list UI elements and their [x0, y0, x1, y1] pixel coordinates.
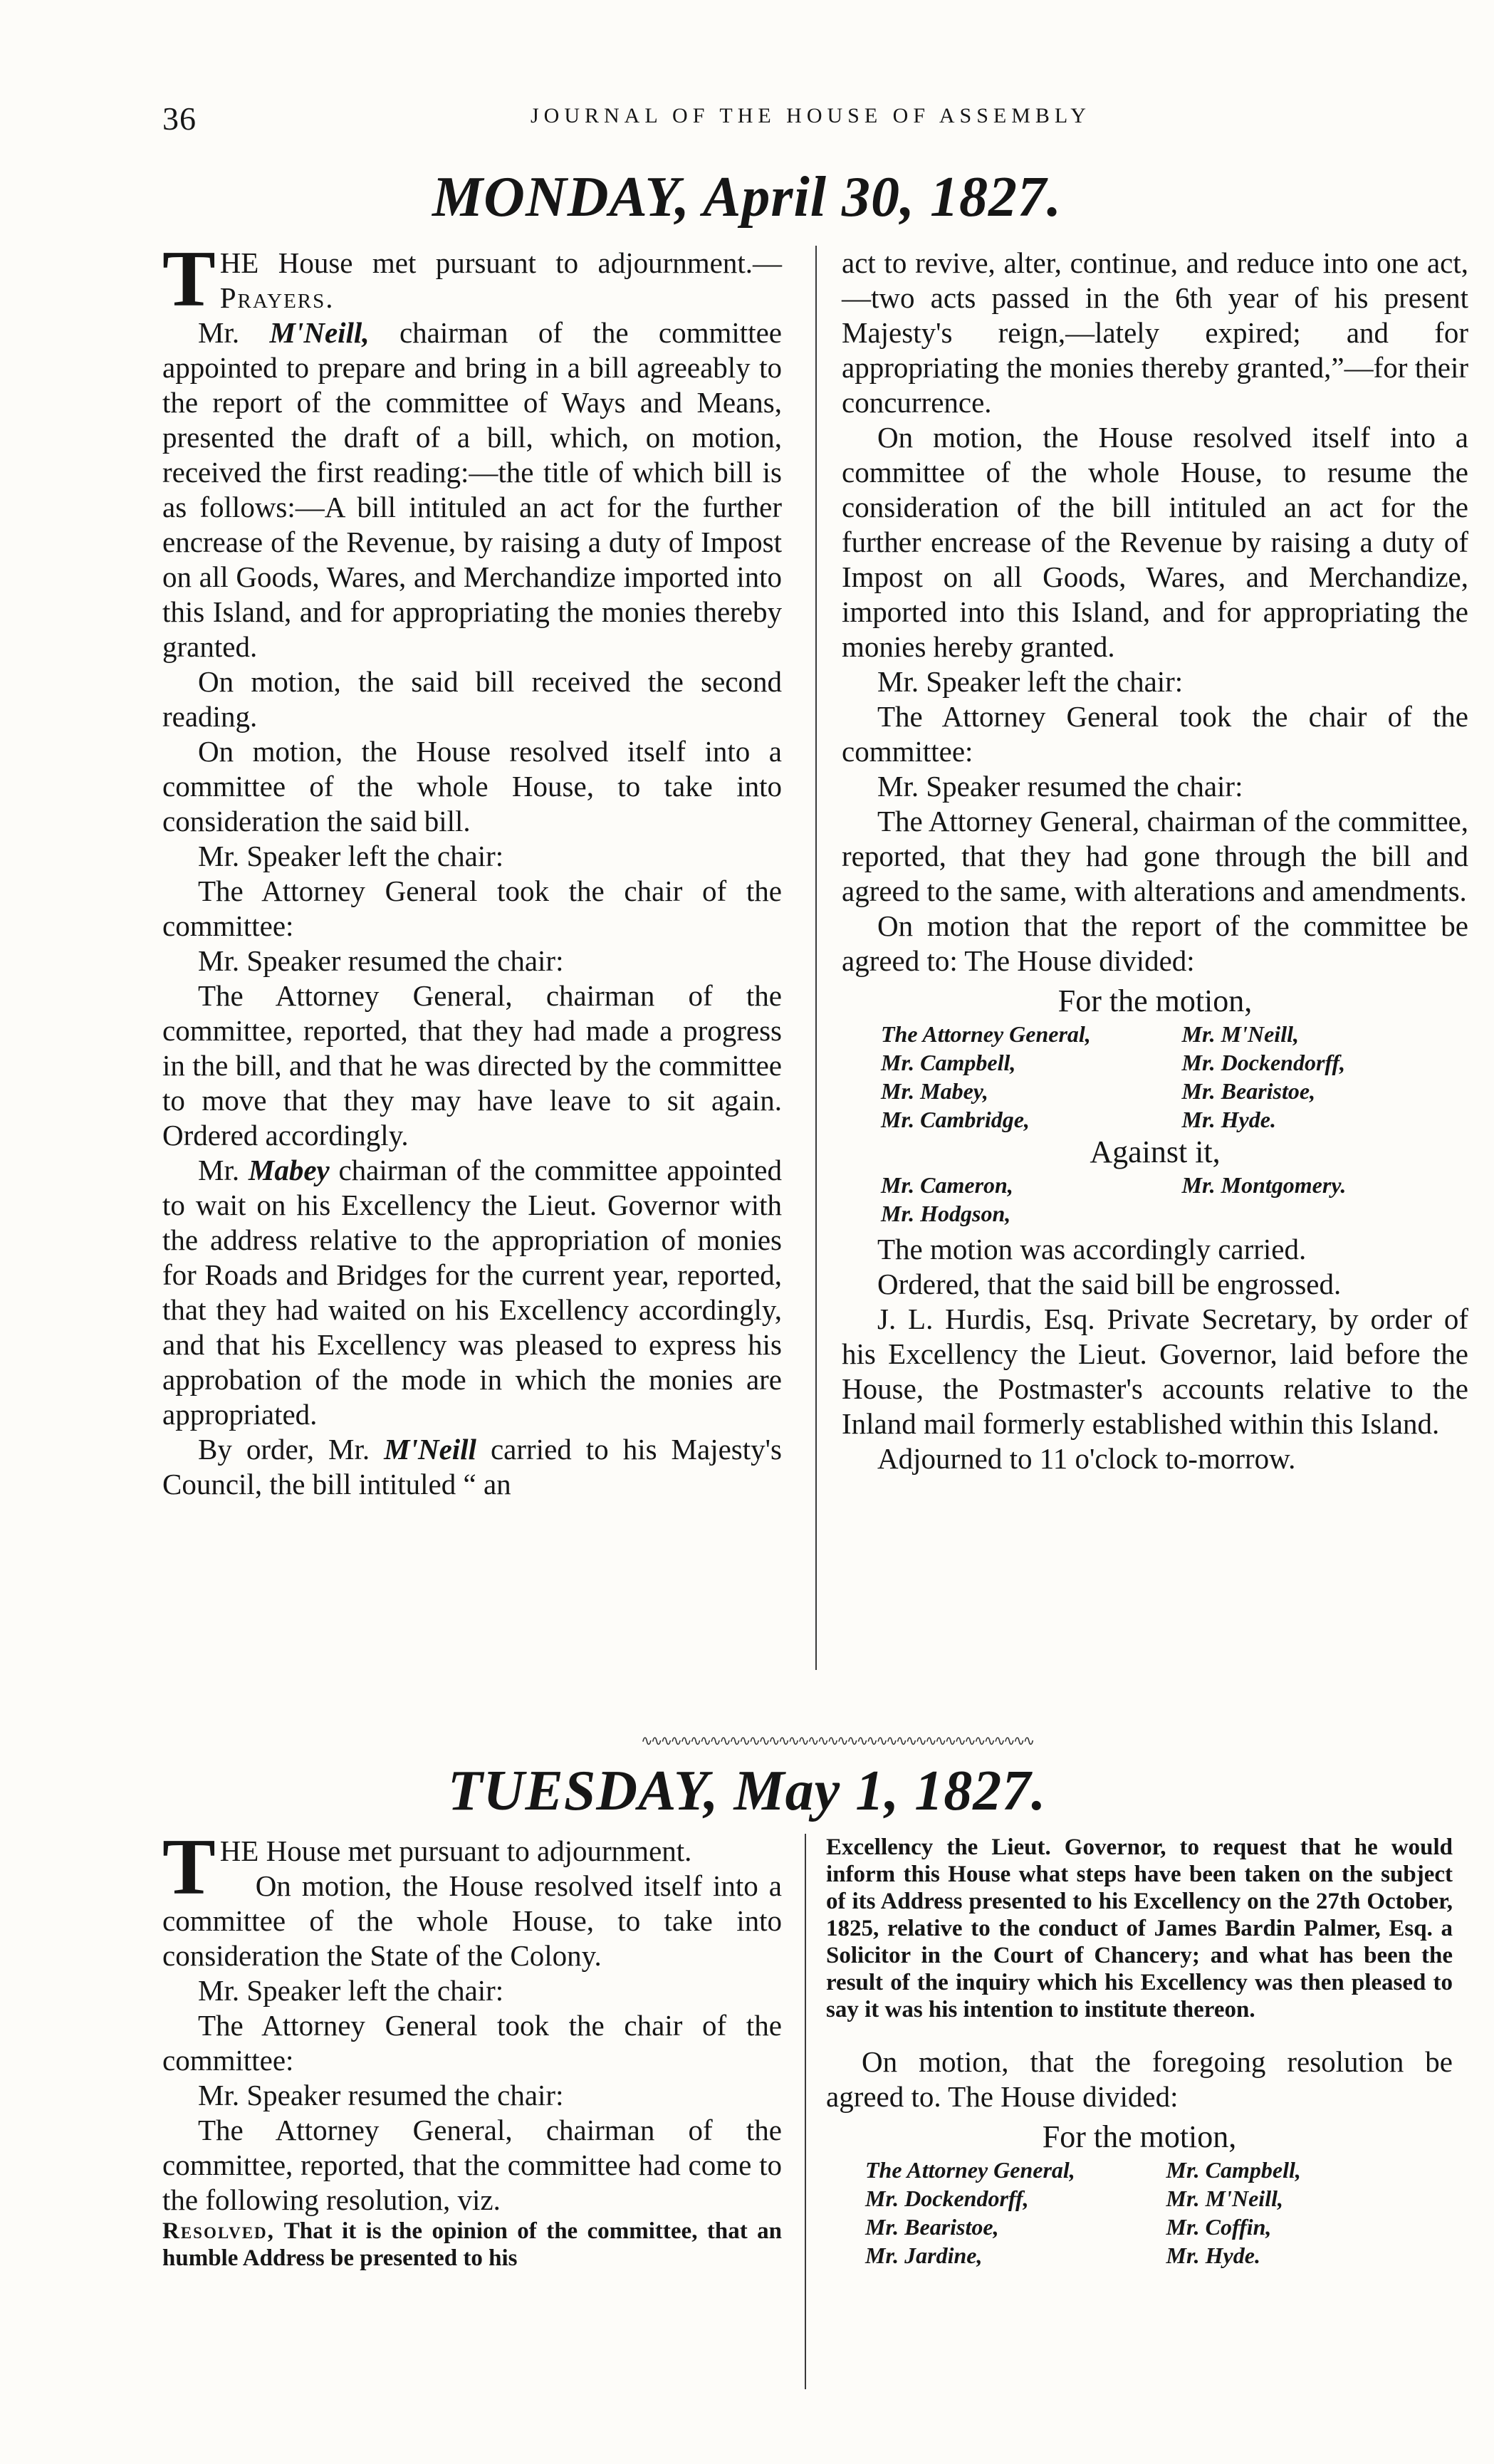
paragraph: Mr. Speaker left the chair: — [198, 840, 504, 872]
paragraph: The Attorney General, chairman of the committee, reported, that they had made a progress in the bill, and that he was directed by the committee to move that they may have leave to sit again. Ordered accordingly. — [162, 979, 782, 1152]
member-name: Mr. Dockendorff, — [1181, 1050, 1346, 1075]
text: Mr. — [198, 316, 270, 349]
date-heading-monday: MONDAY, April 30, 1827. — [432, 166, 1062, 229]
paragraph — [162, 315, 782, 664]
text: chairman of the committee appointed to wait on his Excellency the Lieut. Governor with the address relative to the appropriation of monies for Roads and Bridges for the current year, reported, that they had waited on his Excellency accordingly, and that his Excellency was pleased to express his approbation of the mode in which the monies are appropriated. — [162, 1154, 782, 1431]
paragraph: Mr. Speaker resumed the chair: — [198, 2079, 564, 2111]
text: Mr. — [198, 1154, 249, 1186]
member-name: Mr. Cameron, — [881, 1172, 1013, 1198]
paragraph: The motion was accordingly carried. — [877, 1233, 1307, 1265]
resolution — [162, 2218, 782, 2272]
member-name: Mr. Dockendorff, — [865, 2186, 1029, 2211]
vote-against-heading: Against it, — [1090, 1134, 1221, 1169]
vote-against-names — [842, 1171, 1468, 1228]
paragraph: The Attorney General took the chair of the committee: — [162, 2009, 782, 2077]
paragraph: On motion, the House resolved itself into a committee of the whole House, to take into consideration the said bill. — [162, 735, 782, 837]
prayers-label: Prayers. — [219, 281, 335, 314]
column-2 — [842, 246, 1468, 1476]
paragraph: On motion, that the foregoing resolution be agreed to. The House divided: — [826, 2045, 1453, 2113]
member-name: Mr. Hodgson, — [881, 1201, 1011, 1226]
member-name: Mr. Campbell, — [1166, 2157, 1301, 2183]
member-name: Mr. Bearistoe, — [865, 2214, 999, 2240]
paragraph — [162, 235, 782, 323]
member-name: Mr. M'Neill, — [1181, 1021, 1299, 1047]
paragraph — [162, 1823, 782, 1911]
text: That it is the opinion of the committee, that an humble Address be presented to his — [162, 2218, 782, 2271]
resolved-label: Resolved, — [162, 2218, 275, 2244]
paragraph: On motion, the House resolved itself into a committee of the whole House, to take into consideration the State of the Colony. — [162, 1869, 782, 1972]
column-1 — [162, 235, 782, 1502]
paragraph: Adjourned to 11 o'clock to-morrow. — [877, 1442, 1296, 1475]
member-name: Mr. Campbell, — [881, 1050, 1016, 1075]
text: HE House met pursuant to adjournment. — [219, 1834, 692, 1867]
paragraph: On motion that the report of the committee be agreed to: The House divided: — [842, 909, 1468, 977]
column-3 — [162, 1823, 782, 2272]
member-name: Mr. Mabey, — [881, 1078, 988, 1104]
paragraph — [162, 1432, 782, 1502]
member-name: Mr. Hyde. — [1166, 2243, 1260, 2268]
paragraph: Mr. Speaker left the chair: — [877, 665, 1184, 698]
vote-for-names — [842, 1020, 1468, 1134]
paragraph: act to revive, alter, continue, and reduce into one act,—two acts passed in the 6th year of his present Majesty's reign,—lately expired; and for appropriating the monies thereby granted,”—for their concurrence. — [842, 246, 1468, 419]
column-divider — [815, 246, 817, 1670]
text: chairman of the committee appointed to prepare and bring in a bill agreeably to the report of the committee of Ways and Means, presented the draft of a bill, which, on motion, received the first reading:—the title of which bill is as follows:—A bill intituled an act for the further encrease of the Revenue, by raising a duty of Impost on all Goods, Wares, and Merchandize imported into this Island, and for appropriating the monies thereby granted. — [162, 316, 782, 663]
paragraph: The Attorney General took the chair of the committee: — [162, 875, 782, 942]
vote-for-names — [826, 2156, 1453, 2270]
paragraph: Mr. Speaker resumed the chair: — [198, 944, 564, 977]
text: HE House met pursuant to adjournment.— — [219, 246, 782, 279]
date-heading-tuesday: TUESDAY, May 1, 1827. — [447, 1760, 1047, 1822]
member-name: The Attorney General, — [881, 1021, 1091, 1047]
paragraph: Mr. Speaker resumed the chair: — [877, 770, 1243, 803]
member-name: Mr. Cambridge, — [881, 1107, 1030, 1132]
paragraph: J. L. Hurdis, Esq. Private Secretary, by order of his Excellency the Lieut. Governor, laid before the House, the Postmaster's accounts relative to the Inland mail formerly established within this Island. — [842, 1303, 1468, 1440]
vote-for-heading: For the motion, — [1042, 2119, 1237, 2154]
member-name: Mr. Bearistoe, — [1181, 1078, 1316, 1104]
page-number: 36 — [162, 100, 197, 137]
paragraph: Ordered, that the said bill be engrossed. — [877, 1268, 1342, 1300]
member-name: Mr. Coffin, — [1166, 2214, 1272, 2240]
member-name: M'Neill — [384, 1433, 476, 1466]
paragraph: Mr. Speaker left the chair: — [198, 1974, 504, 2007]
resolution-continued: Excellency the Lieut. Governor, to request that he would inform this House what steps have been taken on the subject of its Address presented to his Excellency on the 27th October, 1825, relative to the conduct of James Bardin Palmer, Esq. a Solicitor in the Court of Chancery; and what has been the result of the inquiry which his Excellency was then pleased to say it was his intention to institute thereon. — [826, 1834, 1453, 2022]
division-list — [826, 2119, 1453, 2270]
vote-for-heading: For the motion, — [1057, 983, 1253, 1018]
division-list — [842, 983, 1468, 1228]
paragraph: On motion, the House resolved itself into a committee of the whole House, to resume the consideration of the bill intituled an act for the further encrease of the Revenue by raising a duty of Impost on all Goods, Wares, and Merchandize, imported into this Island, and for appropriating the monies hereby granted. — [842, 421, 1468, 663]
member-name: Mr. Hyde. — [1181, 1107, 1276, 1132]
paragraph — [162, 1153, 782, 1432]
paragraph: The Attorney General, chairman of the committee, reported, that the committee had come to the following resolution, viz. — [162, 2114, 782, 2216]
paragraph: The Attorney General, chairman of the committee, reported, that they had gone through the bill and agreed to the same, with alterations and amendments. — [842, 805, 1468, 907]
paragraph: On motion, the said bill received the second reading. — [162, 665, 782, 733]
column-4 — [826, 1834, 1453, 2274]
member-name: Mabey — [248, 1154, 330, 1186]
member-name: Mr. M'Neill, — [1166, 2186, 1283, 2211]
drop-cap: T — [162, 235, 216, 323]
member-name — [1182, 1199, 1469, 1228]
drop-cap: T — [162, 1823, 216, 1911]
member-name: Mr. Jardine, — [865, 2243, 983, 2268]
column-divider — [805, 1834, 806, 2389]
member-name: M'Neill, — [269, 316, 370, 349]
member-name: The Attorney General, — [865, 2157, 1075, 2183]
text: carried to his Majesty's Council, the bill intituled “ an — [162, 1433, 782, 1500]
ornamental-rule: ∿∿∿∿∿∿∿∿∿∿∿∿∿∿∿∿∿∿∿∿∿∿∿∿∿∿∿∿∿∿∿∿∿∿∿∿∿∿∿∿ — [641, 1733, 1033, 1749]
text: By order, Mr. — [198, 1433, 385, 1466]
running-title: JOURNAL OF THE HOUSE OF ASSEMBLY — [531, 104, 1091, 127]
paragraph: The Attorney General took the chair of the committee: — [842, 700, 1468, 768]
member-name: Mr. Montgomery. — [1181, 1172, 1347, 1198]
